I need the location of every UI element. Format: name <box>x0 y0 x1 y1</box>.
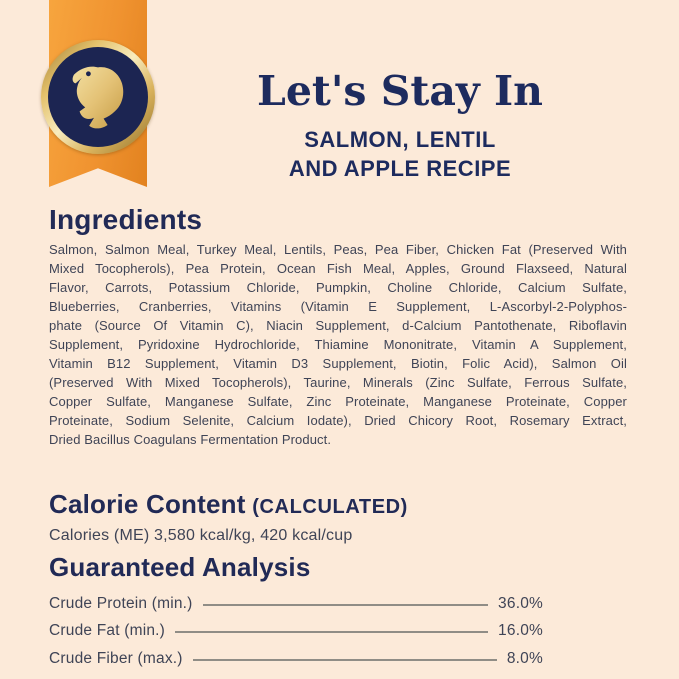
ingredients-line: Proteinate, Sodium Selenite, Calcium Iodate), Dried Chicory Root, Rosemary Extract, <box>49 413 627 428</box>
page-title: Let's Stay In <box>257 67 543 115</box>
ingredients-line: Mixed Tocopherols), Pea Protein, Ocean Fish Meal, Apples, Ground Flaxseed, Natural <box>49 261 627 276</box>
analysis-row-label: Crude Fiber (max.) <box>49 649 183 667</box>
ingredients-line: Blueberries, Cranberries, Vitamins (Vitamin E Supplement, L-Ascorbyl-2-Polyphos- <box>49 299 627 314</box>
guaranteed-analysis-table <box>49 590 543 673</box>
brand-badge <box>41 40 155 154</box>
ingredients-section <box>49 203 627 449</box>
calories-value: Calories (ME) 3,580 kcal/kg, 420 kcal/cup <box>49 527 353 544</box>
analysis-row-value: 8.0% <box>506 649 543 667</box>
analysis-row-value: 36.0% <box>498 594 543 612</box>
calorie-content-heading-suffix: (CALCULATED) <box>252 496 408 518</box>
salmon-fish-icon <box>58 55 138 139</box>
guaranteed-analysis-section <box>49 551 543 673</box>
ingredients-line: (Preserved With Mixed Tocopherols), Taurine, Minerals (Zinc Sulfate, Ferrous Sulfate, <box>49 375 627 390</box>
leader-line <box>203 604 489 606</box>
analysis-row <box>49 618 543 646</box>
ingredients-line: Dried Bacillus Coagulans Fermentation Product. <box>49 432 332 447</box>
recipe-subtitle <box>220 125 580 183</box>
ingredients-line: phate (Source Of Vitamin C), Niacin Supplement, d-Calcium Pantothenate, Riboflavin <box>49 318 627 333</box>
ingredients-line: Salmon, Salmon Meal, Turkey Meal, Lentils, Peas, Pea Fiber, Chicken Fat (Preserved With <box>49 242 627 257</box>
analysis-row-label: Crude Protein (min.) <box>49 594 193 612</box>
analysis-row-label: Crude Fat (min.) <box>49 622 166 640</box>
analysis-row <box>49 645 543 673</box>
calorie-content-section <box>49 489 609 545</box>
ingredients-line: Vitamin B12 Supplement, Vitamin D3 Supplement, Biotin, Folic Acid), Salmon Oil <box>49 356 627 371</box>
ingredients-line: Supplement, Pyridoxine Hydrochloride, Thiamine Mononitrate, Vitamin A Supplement, <box>49 337 627 352</box>
badge-circle <box>48 47 148 147</box>
ingredients-line: Copper Sulfate, Manganese Sulfate, Zinc Proteinate, Manganese Proteinate, Copper <box>49 394 627 409</box>
ingredients-line: Flavor, Carrots, Potassium Chloride, Pumpkin, Choline Chloride, Calcium Sulfate, <box>49 280 627 295</box>
leader-line <box>175 631 488 633</box>
analysis-row <box>49 590 543 618</box>
calorie-content-heading <box>49 489 609 520</box>
analysis-row-value: 16.0% <box>498 622 543 640</box>
guaranteed-analysis-heading: Guaranteed Analysis <box>49 552 311 582</box>
recipe-subtitle-line2: AND APPLE RECIPE <box>288 156 512 181</box>
ingredients-text <box>49 240 627 449</box>
leader-line <box>193 659 497 661</box>
header <box>220 66 580 183</box>
recipe-subtitle-line1: SALMON, LENTIL <box>304 127 496 152</box>
calorie-content-heading-text: Calorie Content <box>49 489 246 519</box>
ingredients-heading: Ingredients <box>49 204 203 235</box>
